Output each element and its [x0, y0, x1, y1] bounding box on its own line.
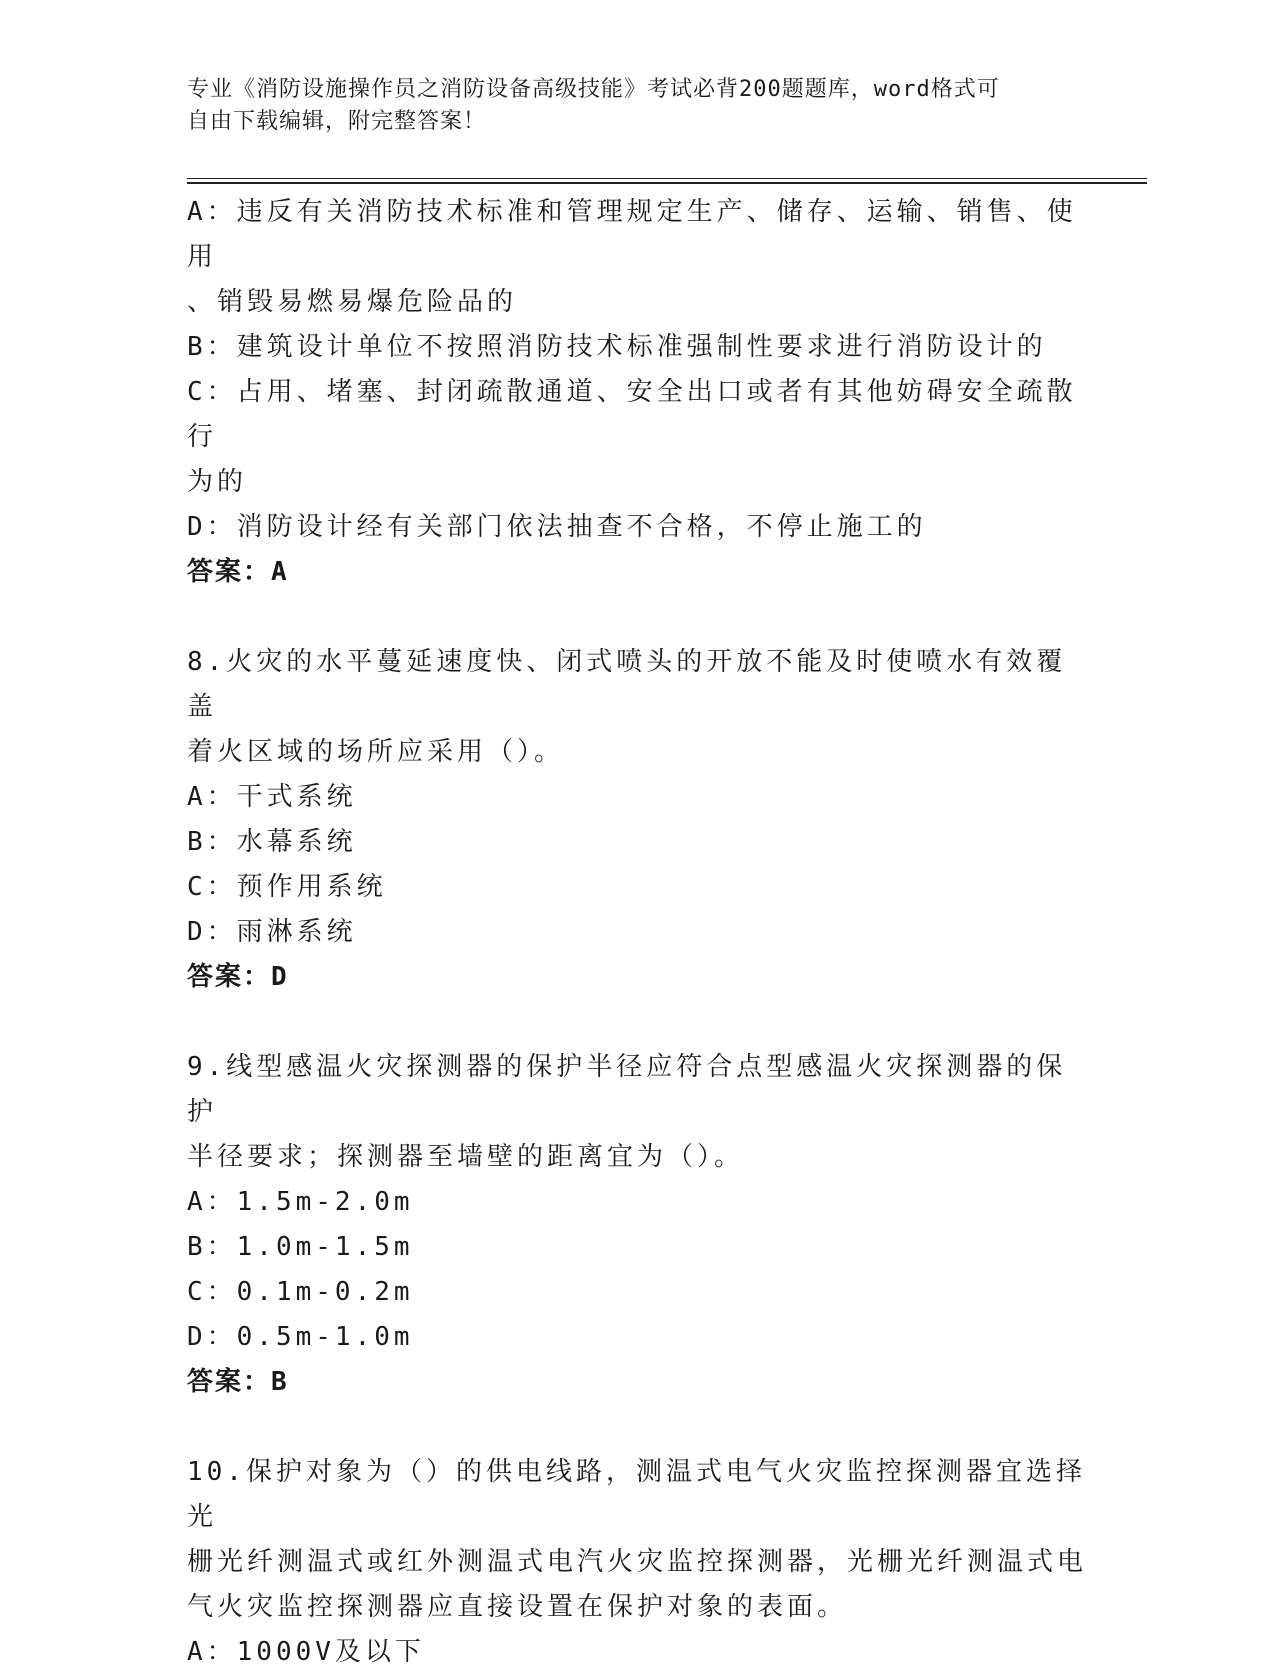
question-stem: 10.保护对象为（）的供电线路，测温式电气火灾监控探测器宜选择光: [187, 1457, 1086, 1532]
spacer: [187, 1405, 1087, 1450]
answer: 答案：D: [187, 962, 289, 992]
header-divider: [187, 178, 1147, 184]
option-a: A：1000V及以下: [187, 1637, 425, 1667]
option-d: D：雨淋系统: [187, 917, 357, 947]
option-a: A：1.5m-2.0m: [187, 1187, 414, 1217]
option-a-continued: 、销毁易燃易爆危险品的: [187, 287, 518, 317]
question-9: [187, 1045, 1087, 1405]
option-c-continued: 为的: [187, 467, 248, 497]
option-b: B：水幕系统: [187, 827, 357, 857]
spacer: [187, 595, 1087, 640]
option-a: A：违反有关消防技术标准和管理规定生产、储存、运输、销售、使用: [187, 197, 1077, 272]
question-stem-continued: 半径要求；探测器至墙壁的距离宜为（）。: [187, 1142, 745, 1172]
option-c: C：0.1m-0.2m: [187, 1277, 414, 1307]
answer: 答案：B: [187, 1367, 289, 1397]
option-d: D：0.5m-1.0m: [187, 1322, 414, 1352]
document-body: [187, 190, 1087, 1675]
question-stem: 8.火灾的水平蔓延速度快、闭式喷头的开放不能及时使喷水有效覆盖: [187, 647, 1067, 722]
question-stem-continued: 气火灾监控探测器应直接设置在保护对象的表面。: [187, 1592, 848, 1622]
option-d: D：消防设计经有关部门依法抽查不合格，不停止施工的: [187, 512, 927, 542]
question-10: [187, 1450, 1087, 1675]
header-line-2: 自由下载编辑，附完整答案！: [187, 109, 487, 134]
option-b: B：1.0m-1.5m: [187, 1232, 414, 1262]
answer: 答案：A: [187, 557, 289, 587]
question-8: [187, 640, 1087, 1000]
question-stem-continued: 着火区域的场所应采用（）。: [187, 737, 565, 767]
option-a: A：干式系统: [187, 782, 357, 812]
spacer: [187, 1000, 1087, 1045]
question-7: [187, 190, 1087, 595]
header-line-1: 专业《消防设施操作员之消防设备高级技能》考试必背200题题库，word格式可: [187, 77, 1000, 102]
question-stem: 9.线型感温火灾探测器的保护半径应符合点型感温火灾探测器的保护: [187, 1052, 1067, 1127]
question-stem-continued: 栅光纤测温式或红外测温式电汽火灾监控探测器，光栅光纤测温式电: [187, 1547, 1088, 1577]
option-b: B：建筑设计单位不按照消防技术标准强制性要求进行消防设计的: [187, 332, 1047, 362]
option-c: C：占用、堵塞、封闭疏散通道、安全出口或者有其他妨碍安全疏散行: [187, 377, 1077, 452]
option-c: C：预作用系统: [187, 872, 387, 902]
page-header: [187, 74, 1067, 138]
